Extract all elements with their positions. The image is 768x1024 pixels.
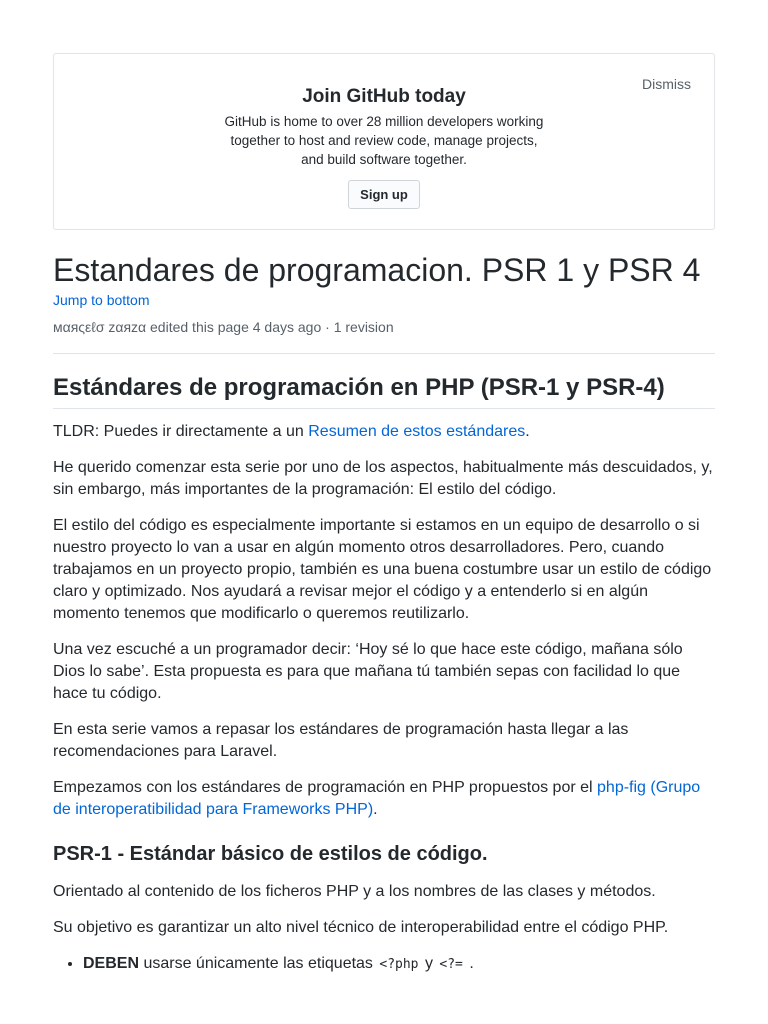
php-open-tag-code: <?php	[379, 957, 419, 972]
author-link[interactable]: мαяςεℓσ zαяzα	[53, 319, 147, 335]
join-github-banner	[53, 53, 715, 230]
php-fig-link[interactable]: php-fig (Grupo de interoperatibilidad para Frameworks PHP)	[53, 779, 701, 818]
list-item	[83, 953, 718, 976]
tldr-end: .	[525, 423, 530, 440]
banner-title: Join GitHub today	[302, 86, 466, 107]
banner-description: GitHub is home to over 28 million developers working together to host and review code, manage projects, and build software together.	[224, 114, 544, 167]
article-heading: Estándares de programación en PHP (PSR-1 y PSR-4)	[53, 374, 665, 401]
heading-divider	[53, 408, 715, 409]
header-divider	[53, 353, 715, 354]
page-title: Estandares de programacion. PSR 1 y PSR 4	[53, 252, 701, 288]
paragraph-3: Una vez escuché a un programador decir: ‘Hoy sé lo que hace este código, mañana sólo Dios lo sabe’. Esta propuesta es para que mañana tú también sepas con facilidad lo que hace tu código.	[53, 641, 683, 702]
section-heading: PSR-1 - Estándar básico de estilos de código.	[53, 843, 488, 865]
summary-link[interactable]: Resumen de estos estándares	[308, 423, 526, 440]
tldr-paragraph	[53, 421, 718, 443]
p5-text: Empezamos con los estándares de programación en PHP propuestos por el	[53, 779, 598, 796]
paragraph-2: El estilo del código es especialmente importante si estamos en un equipo de desarrollo o si nuestro proyecto lo van a usar en algún momento otros desarrolladores. Pero, cuando trabajamos en un proyecto propio, también es una buena costumbre usar un estilo de código claro y optimizado. Nos ayudará a revisar mejor el código y a entenderlo si en algún momento tenemos que modificarlo o queremos reutilizarlo.	[53, 517, 712, 622]
jump-to-bottom-link[interactable]: Jump to bottom	[53, 292, 150, 308]
bullet-end: .	[464, 955, 474, 972]
rules-list	[53, 953, 718, 976]
p5-end: .	[373, 801, 378, 818]
paragraph-1: He querido comenzar esta serie por uno de los aspectos, habitualmente más descuidados, y, sin embargo, más importantes de la programación: El estilo del código.	[53, 459, 713, 498]
must-keyword: DEBEN	[83, 955, 140, 972]
sign-up-button[interactable]: Sign up	[348, 180, 420, 209]
tldr-text: TLDR: Puedes ir directamente a un	[53, 423, 309, 440]
paragraph-7: Su objetivo es garantizar un alto nivel técnico de interoperabilidad entre el código PHP.	[53, 919, 669, 936]
dismiss-button[interactable]: Dismiss	[642, 76, 691, 92]
bullet-y: y	[420, 955, 438, 972]
php-echo-tag-code: <?=	[439, 957, 463, 972]
edit-info-text: edited this page 4 days ago · 1 revision	[146, 319, 394, 335]
bullet-text: usarse únicamente las etiquetas	[139, 955, 378, 972]
wiki-content	[53, 372, 718, 976]
revision-info	[53, 319, 394, 335]
paragraph-5	[53, 777, 718, 821]
paragraph-6: Orientado al contenido de los ficheros PHP y a los nombres de las clases y métodos.	[53, 883, 656, 900]
paragraph-4: En esta serie vamos a repasar los estándares de programación hasta llegar a las recomendaciones para Laravel.	[53, 721, 629, 760]
